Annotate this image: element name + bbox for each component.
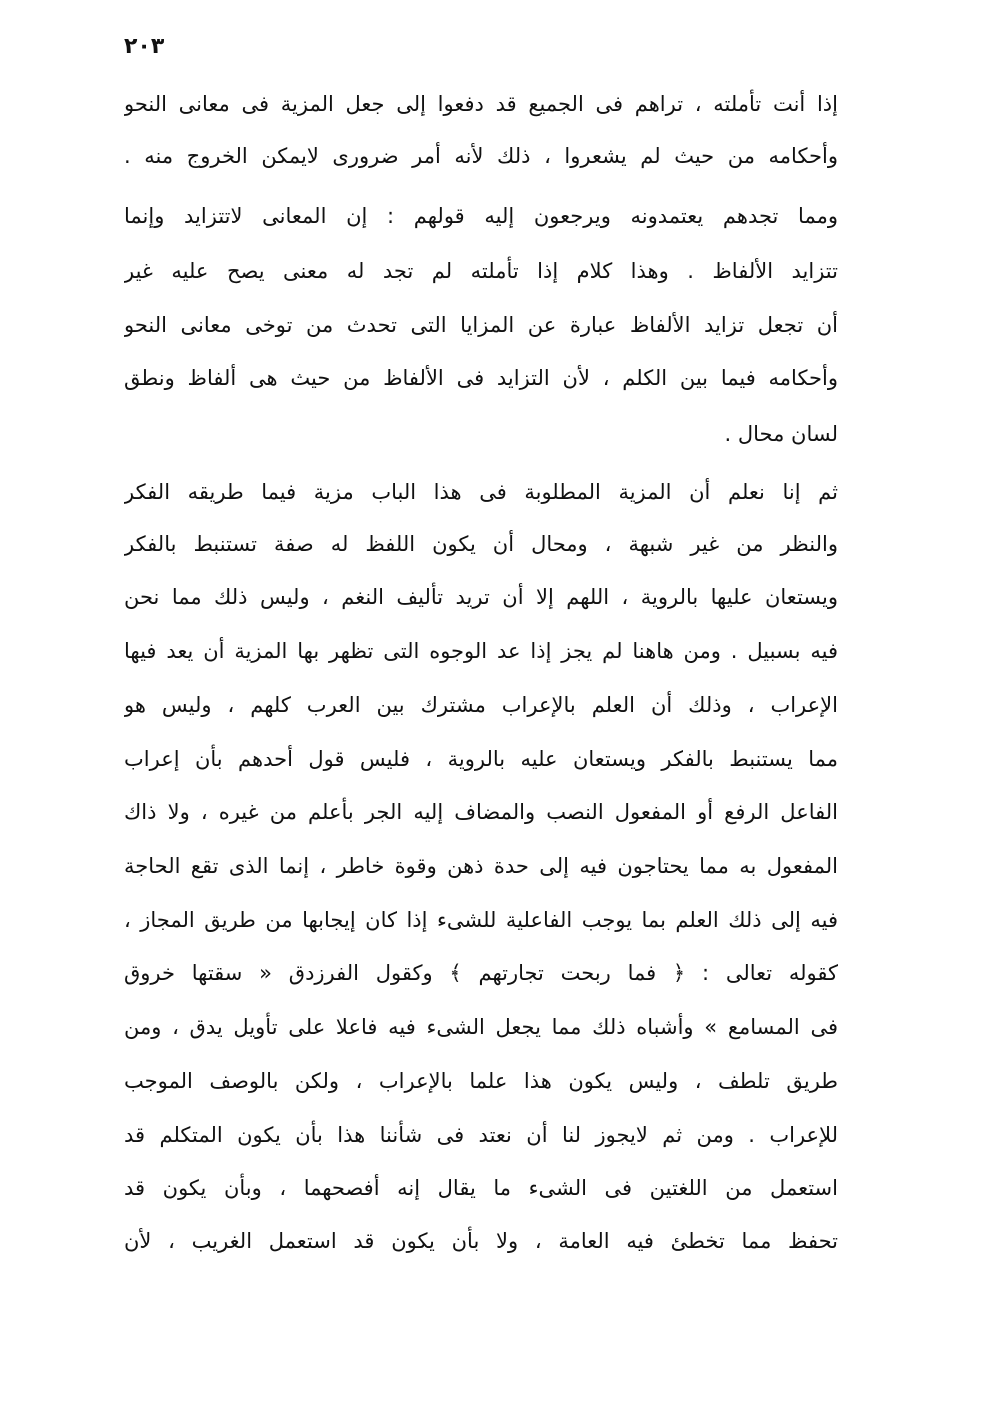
text-line: إذا أنت تأملته ، تراهم فى الجميع قد دفعوا إلى جعل المزية فى معانى النحو <box>124 92 838 116</box>
text-line: المفعول به مما يحتاجون فيه إلى حدة ذهن وقوة خاطر ، إنما الذى تقع الحاجة <box>124 854 838 878</box>
text-line: وأحكامه فيما بين الكلم ، لأن التزايد فى الألفاظ من حيث هى ألفاظ ونطق <box>124 366 838 390</box>
text-line: ثم إنا نعلم أن المزية المطلوبة فى هذا الباب مزية فيما طريقه الفكر <box>124 480 838 504</box>
text-line: استعمل من اللغتين فى الشىء ما يقال إنه أفصحهما ، وبأن يكون قد <box>124 1176 838 1200</box>
text-line: أن تجعل تزايد الألفاظ عبارة عن المزايا التى تحدث من توخى معانى النحو <box>124 313 838 337</box>
text-line: والنظر من غير شبهة ، ومحال أن يكون اللفظ له صفة تستنبط بالفكر <box>124 532 838 556</box>
text-line: الإعراب ، وذلك أن العلم بالإعراب مشترك بين العرب كلهم ، وليس هو <box>124 693 838 717</box>
text-line: طريق تلطف ، وليس يكون هذا علما بالإعراب ، ولكن بالوصف الموجب <box>124 1069 838 1093</box>
page-number: ٢٠٣ <box>124 34 165 59</box>
text-line: كقوله تعالى : ﴿ فما ربحت تجارتهم ﴾ وكقول الفرزدق « سقتها خروق <box>124 961 838 985</box>
text-line: الفاعل الرفع أو المفعول النصب والمضاف إليه الجر بأعلم من غيره ، ولا ذاك <box>124 800 838 824</box>
text-line: وأحكامه من حيث لم يشعروا ، ذلك لأنه أمر ضرورى لايمكن الخروج منه . <box>124 144 838 168</box>
text-line: تحفظ مما تخطئ فيه العامة ، ولا بأن يكون قد استعمل الغريب ، لأن <box>124 1229 838 1253</box>
text-line: ومما تجدهم يعتمدونه ويرجعون إليه قولهم : إن المعانى لاتتزايد وإنما <box>124 204 838 228</box>
text-line: تتزايد الألفاظ . وهذا كلام إذا تأملته لم تجد له معنى يصح عليه غير <box>124 259 838 283</box>
text-line: فيه إلى ذلك العلم بما يوجب الفاعلية للشىء إذا كان إيجابها من طريق المجاز ، <box>124 908 838 932</box>
text-line: مما يستنبط بالفكر ويستعان عليه بالروية ، فليس قول أحدهم بأن إعراب <box>124 747 838 771</box>
text-line: لسان محال . <box>724 422 838 446</box>
text-line: ويستعان عليها بالروية ، اللهم إلا أن تريد تأليف النغم ، وليس ذلك مما نحن <box>124 585 838 609</box>
text-line: للإعراب . ومن ثم لايجوز لنا أن نعتد فى شأننا هذا بأن يكون المتكلم قد <box>124 1123 838 1147</box>
text-line: فى المسامع » وأشباه ذلك مما يجعل الشىء فيه فاعلا على تأويل يدق ، ومن <box>124 1015 838 1039</box>
text-line: فيه بسبيل . ومن هاهنا لم يجز إذا عد الوجوه التى تظهر بها المزية أن يعد فيها <box>124 639 838 663</box>
